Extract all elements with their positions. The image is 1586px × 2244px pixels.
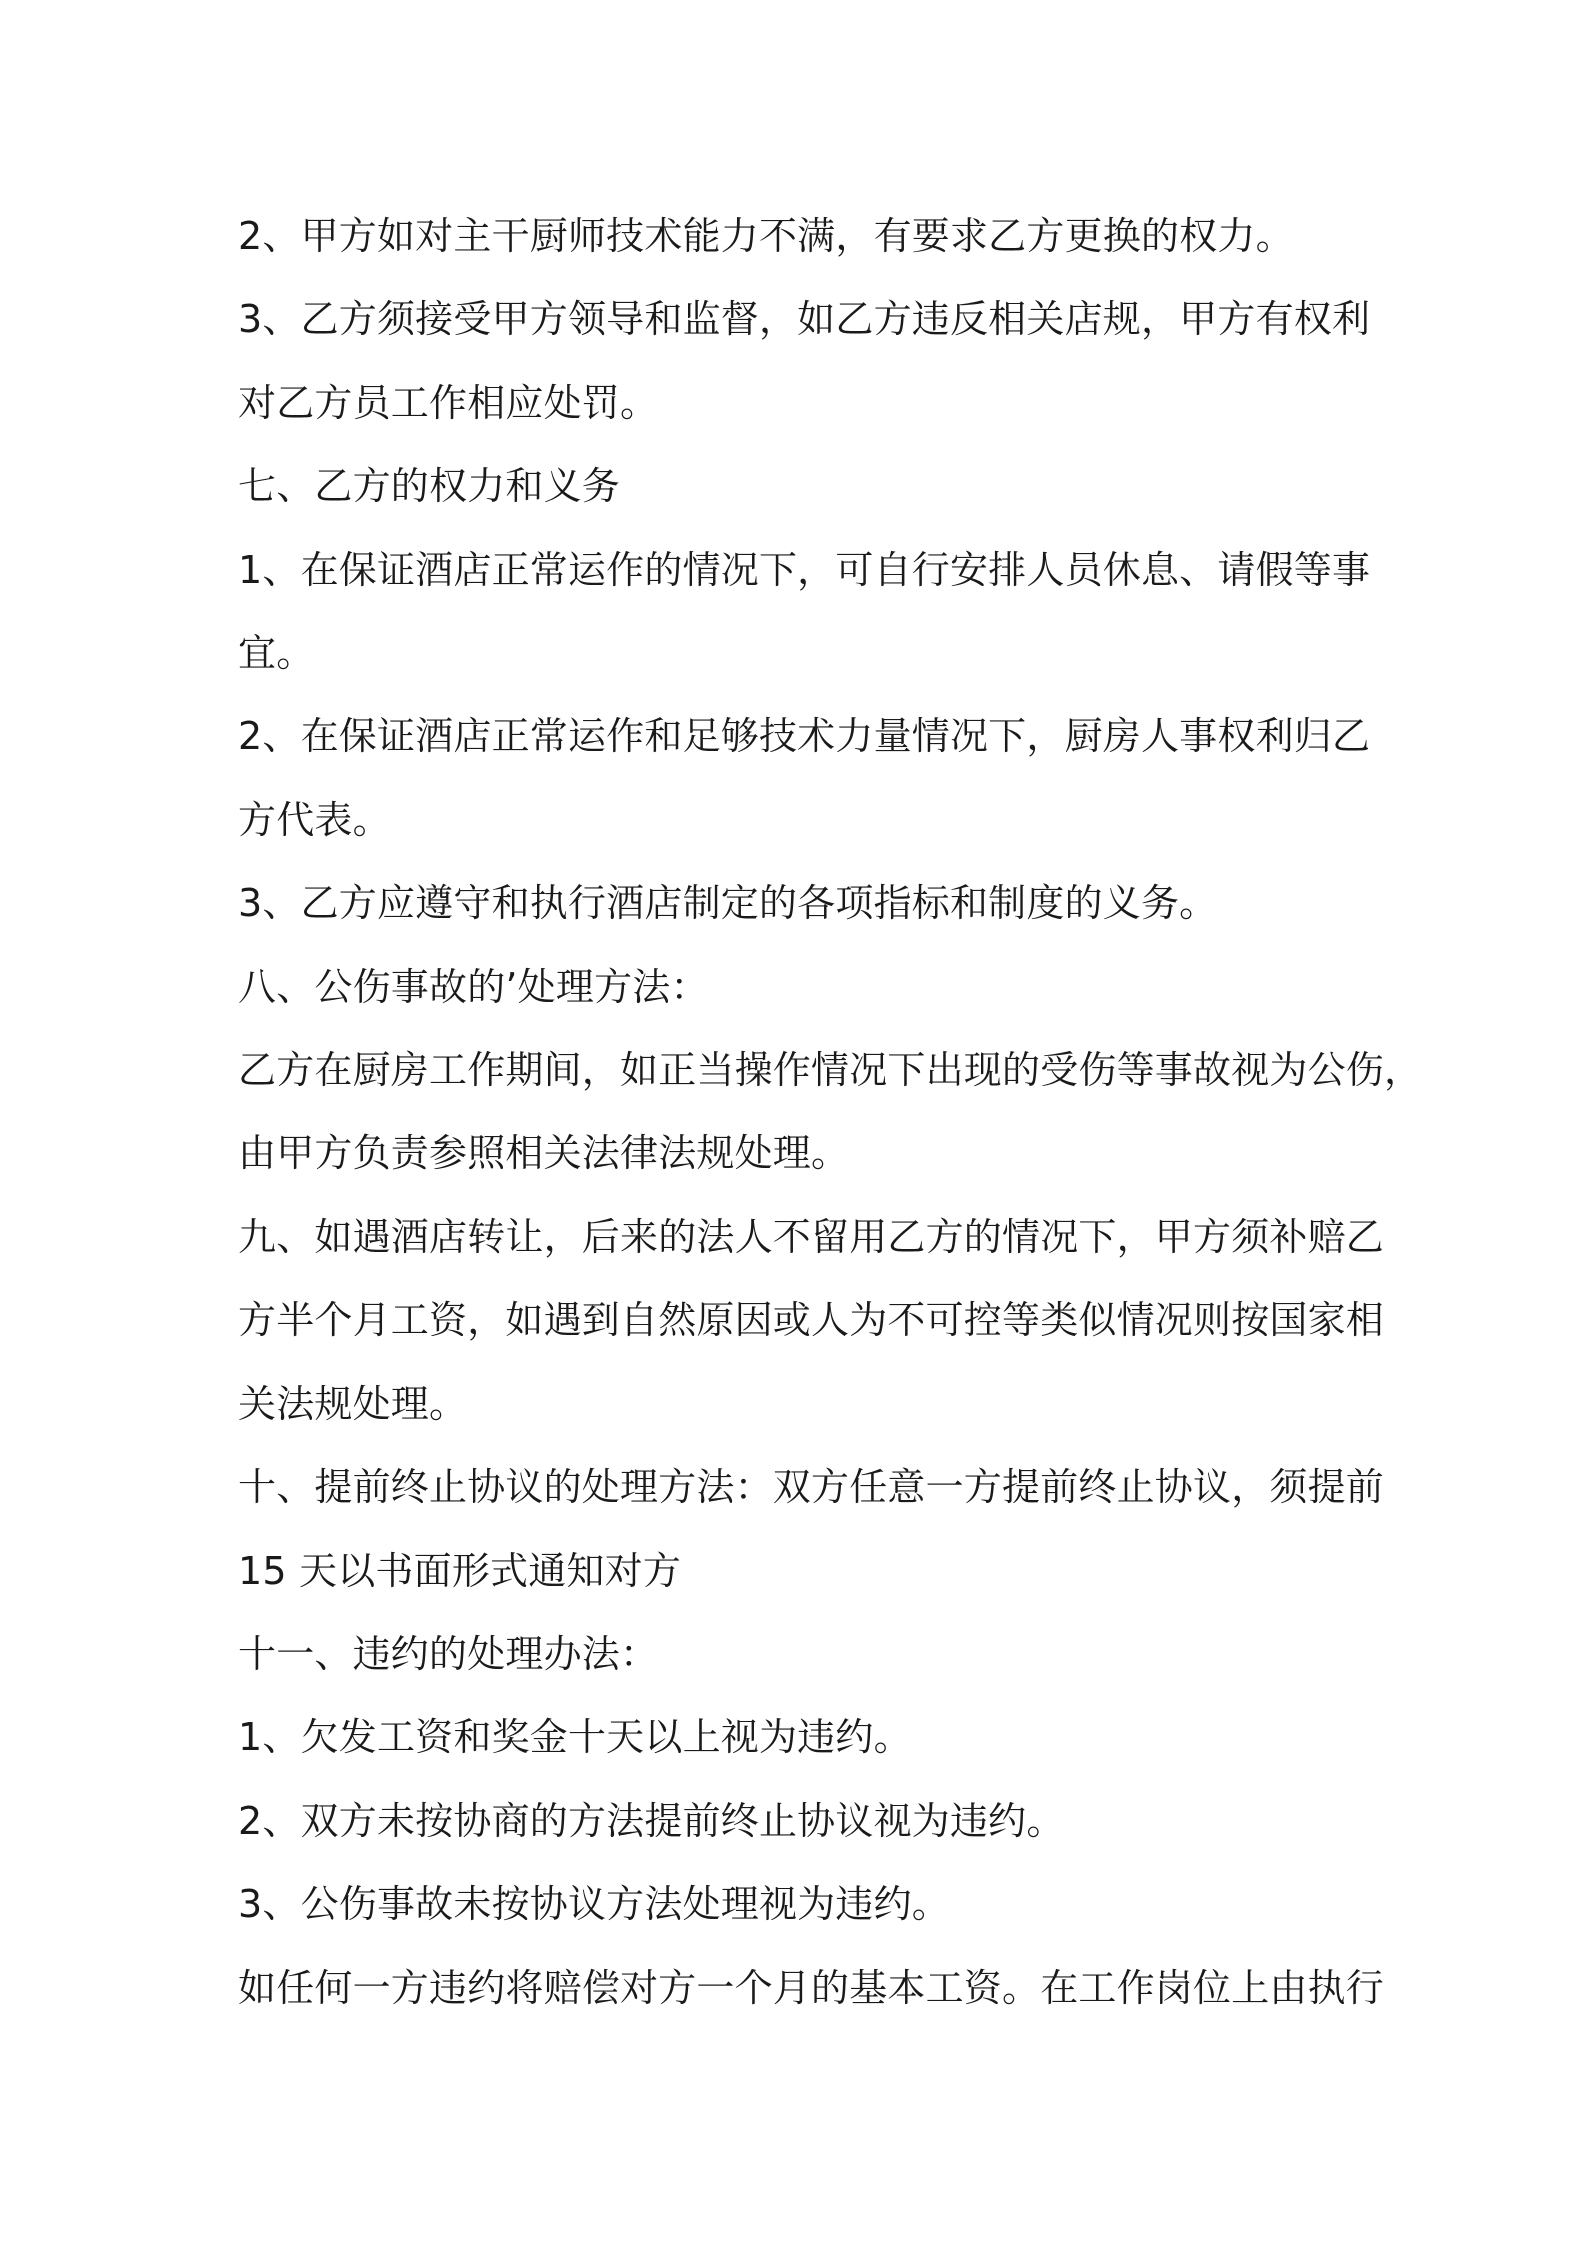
text-line-1: 2、甲方如对主干厨师技术能力不满，有要求乙方更换的权力。	[238, 214, 1294, 258]
section-heading-9: 九、如遇酒店转让，后来的法人不留用乙方的情况下，甲方须补赔乙	[238, 1214, 1385, 1259]
text-line-15: 关法规处理。	[238, 1381, 468, 1426]
text-line-17: 15 天以书面形式通知对方	[238, 1548, 682, 1593]
text-line-22: 如任何一方违约将赔偿对方一个月的基本工资。在工作岗位上由执行	[238, 1965, 1385, 2010]
section-heading-7: 七、乙方的权力和义务	[238, 464, 621, 509]
text-line-7: 2、在保证酒店正常运作和足够技术力量情况下，厨房人事权利归乙	[238, 714, 1371, 759]
section-heading-8: 八、公伤事故的’处理方法：	[238, 964, 709, 1009]
text-line-14: 方半个月工资，如遇到自然原因或人为不可控等类似情况则按国家相	[238, 1298, 1385, 1343]
text-line-2: 3、乙方须接受甲方领导和监督，如乙方违反相关店规，甲方有权利	[238, 297, 1371, 342]
text-line-12: 由甲方负责参照相关法律法规处理。	[238, 1131, 850, 1176]
text-line-11: 乙方在厨房工作期间，如正当操作情况下出现的受伤等事故视为公伤，	[238, 1048, 1423, 1093]
text-line-8: 方代表。	[238, 797, 391, 842]
section-heading-10: 十、提前终止协议的处理方法：双方任意一方提前终止协议，须提前	[238, 1465, 1385, 1510]
document-body	[238, 195, 1423, 2030]
text-line-20: 2、双方未按协商的方法提前终止协议视为违约。	[238, 1798, 1065, 1843]
text-line-3: 对乙方员工作相应处罚。	[238, 380, 659, 425]
section-heading-11: 十一、违约的处理办法：	[238, 1631, 659, 1676]
text-line-21: 3、公伤事故未按协议方法处理视为违约。	[238, 1882, 950, 1927]
text-line-6: 宜。	[238, 631, 315, 676]
text-line-9: 3、乙方应遵守和执行酒店制定的各项指标和制度的义务。	[238, 881, 1218, 926]
text-line-5: 1、在保证酒店正常运作的情况下，可自行安排人员休息、请假等事	[238, 547, 1371, 592]
text-line-19: 1、欠发工资和奖金十天以上视为违约。	[238, 1715, 912, 1760]
